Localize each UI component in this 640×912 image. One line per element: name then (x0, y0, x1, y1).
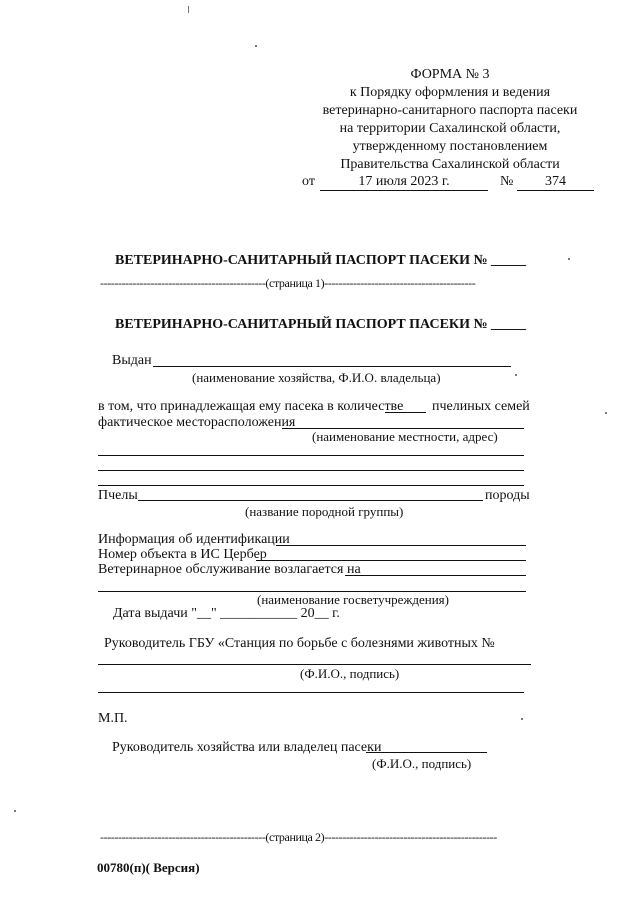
owner-label: Руководитель хозяйства или владелец пасеки (112, 740, 382, 755)
issued-line (153, 366, 511, 367)
head-gbu-caption: (Ф.И.О., подпись) (300, 666, 400, 681)
date-value (320, 173, 488, 191)
number-label: № (500, 174, 514, 189)
page-1-separator: ----------------------------------------------(страница 1)------------------------------------------ (100, 276, 476, 290)
form-title: ФОРМА № 3 (410, 67, 490, 82)
location-line-2 (98, 455, 524, 456)
issued-caption: (наименование хозяйства, Ф.И.О. владельца) (192, 370, 441, 385)
owner-caption: (Ф.И.О., подпись) (372, 756, 472, 771)
passport-title-1: ВЕТЕРИНАРНО-САНИТАРНЫЙ ПАСПОРТ ПАСЕКИ № _____ (115, 253, 527, 268)
issued-label: Выдан (112, 353, 152, 368)
bees-label: Пчелы (98, 488, 138, 503)
scan-speck (521, 718, 523, 720)
colonies-count-line (385, 412, 426, 413)
header-line-4: утвержденному постановлением (352, 139, 548, 154)
identification-label: Информация об идентификации (98, 532, 290, 547)
header-line-5: Правительства Сахалинской области (340, 157, 560, 172)
scan-speck (568, 258, 570, 260)
page-2-separator: ----------------------------------------------(страница 2)------------------------------------------------ (100, 830, 497, 844)
location-label: фактическое месторасположения (98, 415, 296, 430)
scan-speck (605, 412, 607, 414)
scan-speck (14, 810, 16, 812)
header-line-2: ветеринарно-санитарного паспорта пасеки (322, 103, 578, 118)
number-field: 374 (517, 174, 594, 191)
head-gbu-line-2 (98, 692, 524, 693)
scan-speck (515, 374, 517, 376)
bees-line (138, 500, 483, 501)
issue-date: Дата выдачи "__" ___________ 20__ г. (113, 606, 340, 621)
object-number-label: Номер объекта в ИС Цербер (98, 547, 267, 562)
head-gbu-label: Руководитель ГБУ «Станция по борьбе с болезнями животных № (104, 636, 495, 651)
date-from-label: от (302, 174, 315, 189)
apiary-text-end: пчелиных семей (432, 399, 530, 414)
scan-speck (255, 45, 257, 47)
header-line-1: к Порядку оформления и ведения (349, 85, 551, 100)
footer-code: 00780(п)( Версия) (97, 860, 200, 875)
identification-line (276, 545, 526, 546)
passport-title-2: ВЕТЕРИНАРНО-САНИТАРНЫЙ ПАСПОРТ ПАСЕКИ № _____ (115, 317, 527, 332)
bees-suffix: породы (485, 488, 530, 503)
date-field: 17 июля 2023 г. (320, 174, 488, 191)
scan-speck (188, 6, 189, 13)
apiary-text-start: в том, что принадлежащая ему пасека в количестве (98, 399, 404, 414)
location-line-4 (98, 485, 524, 486)
location-caption: (наименование местности, адрес) (312, 429, 498, 444)
stamp-placeholder: М.П. (98, 711, 128, 726)
vet-service-line (345, 575, 526, 576)
owner-signature-line (366, 752, 487, 753)
bees-caption: (название породной группы) (245, 504, 404, 519)
number-value (517, 173, 594, 191)
vet-service-label: Ветеринарное обслуживание возлагается на (98, 562, 361, 577)
location-line-3 (98, 470, 524, 471)
vet-caption: (наименование госветучреждения) (257, 592, 449, 607)
header-line-3: на территории Сахалинской области, (339, 121, 561, 136)
